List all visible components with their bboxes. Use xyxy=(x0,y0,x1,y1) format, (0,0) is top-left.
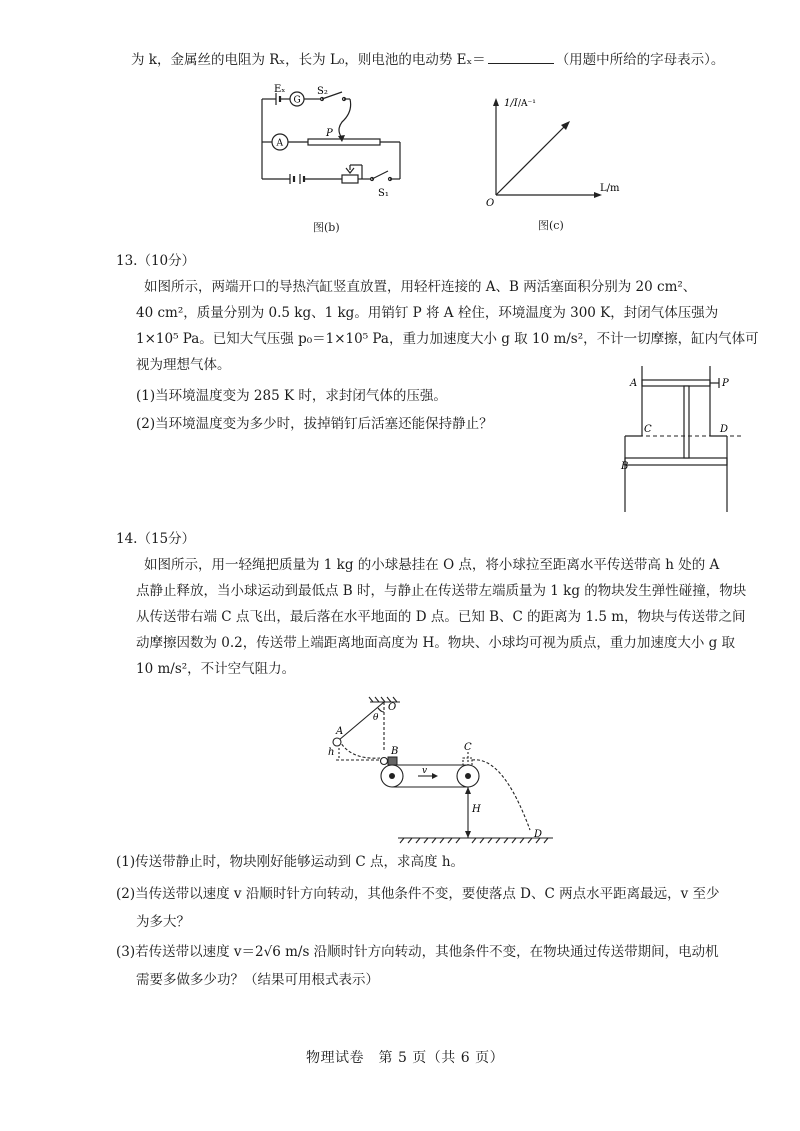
q14-question: (3)若传送带以速度 v＝2√6 m/s 沿顺时针方向转动，其他条件不变，在物块通过传送带期间，电动机 xyxy=(116,944,719,960)
circuit-figure-b xyxy=(250,84,420,209)
cylinder-figure xyxy=(622,364,742,514)
label-d: D xyxy=(534,829,543,840)
q14-line: 点静止释放，当小球运动到最低点 B 时，与静止在传送带左端质量为 1 kg 的物块发生弹性碰撞，物块 xyxy=(136,583,747,599)
q13-line: 1×10⁵ Pa。已知大气压强 p₀＝1×10⁵ Pa，重力加速度大小 g 取 10 m/s²，不计一切摩擦，缸内气体可 xyxy=(136,331,759,347)
label-a: A xyxy=(630,378,638,389)
q14-line: 如图所示，用一轻绳把质量为 1 kg 的小球悬挂在 O 点，将小球拉至距离水平传送带高 h 处的 A xyxy=(144,557,720,573)
q14-question: (2)当传送带以速度 v 沿顺时针方向转动，其他条件不变，要使落点 D、C 两点水平距离最远，v 至少 xyxy=(116,886,720,902)
q14-line: 10 m/s²，不计空气阻力。 xyxy=(136,661,296,677)
q13-heading: 13.（10分） xyxy=(116,253,196,269)
q14-heading: 14.（15分） xyxy=(116,531,196,547)
pendulum-conveyor-figure xyxy=(318,690,558,842)
velocity-arrow-icon xyxy=(432,773,438,779)
right-pulley-hub xyxy=(465,773,471,779)
q14-question-cont: 为多大？ xyxy=(136,914,190,930)
q14-line: 从传送带右端 C 点飞出，最后落在水平地面的 D 点。已知 B、C 的距离为 1.5 m，物块与传送带之间 xyxy=(136,609,746,625)
ball-at-b-icon xyxy=(381,758,388,765)
label-c: C xyxy=(644,424,652,435)
graph-figure-c xyxy=(478,90,618,215)
label-s1: S₁ xyxy=(378,188,389,199)
label-b: B xyxy=(621,461,629,472)
answer-blank xyxy=(488,50,554,64)
label-p: P xyxy=(722,378,729,389)
label-b: B xyxy=(391,746,399,757)
label-s2: S₂ xyxy=(317,86,328,97)
label-big-h: H xyxy=(472,804,481,815)
label-ex: Eₓ xyxy=(274,84,286,95)
label-v: v xyxy=(422,766,428,776)
label-a: A xyxy=(336,726,344,737)
label-d: D xyxy=(720,424,729,435)
q13-line: 40 cm²，质量分别为 0.5 kg、1 kg。用销钉 P 将 A 栓住，环境温度为 300 K，封闭气体压强为 xyxy=(136,305,719,321)
left-pulley-hub xyxy=(389,773,395,779)
label-p: P xyxy=(326,128,333,139)
q13-line: 如图所示，两端开口的导热汽缸竖直放置，用轻杆连接的 A、B 两活塞面积分别为 20 cm²、 xyxy=(144,279,697,295)
x-axis-label: L/m xyxy=(600,183,620,194)
y-axis-arrow-icon xyxy=(493,98,499,106)
label-theta: θ xyxy=(373,713,379,723)
label-c: C xyxy=(464,742,472,753)
h-arrow-up-icon xyxy=(465,787,471,794)
fig-c-caption: 图(c) xyxy=(538,219,564,232)
h-arrow-down-icon xyxy=(465,831,471,838)
q13-question: (1)当环境温度变为 285 K 时，求封闭气体的压强。 xyxy=(136,388,447,404)
q14-line: 动摩擦因数为 0.2，传送带上端距离地面高度为 H。物块、小球均可视为质点，重力加速度大小 g 取 xyxy=(136,635,736,651)
q13-question: (2)当环境温度变为多少时，拔掉销钉后活塞还能保持静止？ xyxy=(136,416,493,432)
q12-tail-text-post: （用题中所给的字母表示）。 xyxy=(555,52,725,68)
y-axis-label: 1/I xyxy=(504,98,518,109)
q13-line: 视为理想气体。 xyxy=(136,357,231,373)
label-galvanometer: G xyxy=(293,95,301,106)
q12-tail-text: 为 k，金属丝的电阻为 Rₓ，长为 L₀，则电池的电动势 Eₓ＝ xyxy=(131,52,486,68)
ball-icon xyxy=(333,738,341,746)
label-o: O xyxy=(388,702,397,713)
block-icon xyxy=(388,757,397,765)
page-footer: 物理试卷 第 5 页（共 6 页） xyxy=(306,1050,505,1066)
q14-question: (1)传送带静止时，物块刚好能够运动到 C 点，求高度 h。 xyxy=(116,854,465,870)
q12-tail-line xyxy=(131,50,724,70)
fig-b-caption: 图(b) xyxy=(313,221,340,234)
y-axis-unit: /A⁻¹ xyxy=(518,99,536,109)
origin-label: O xyxy=(486,198,495,209)
q14-question-cont: 需要多做多少功？（结果可用根式表示） xyxy=(136,972,379,988)
connecting-rod xyxy=(684,386,689,458)
label-h: h xyxy=(328,747,335,758)
label-ammeter: A xyxy=(276,138,283,149)
